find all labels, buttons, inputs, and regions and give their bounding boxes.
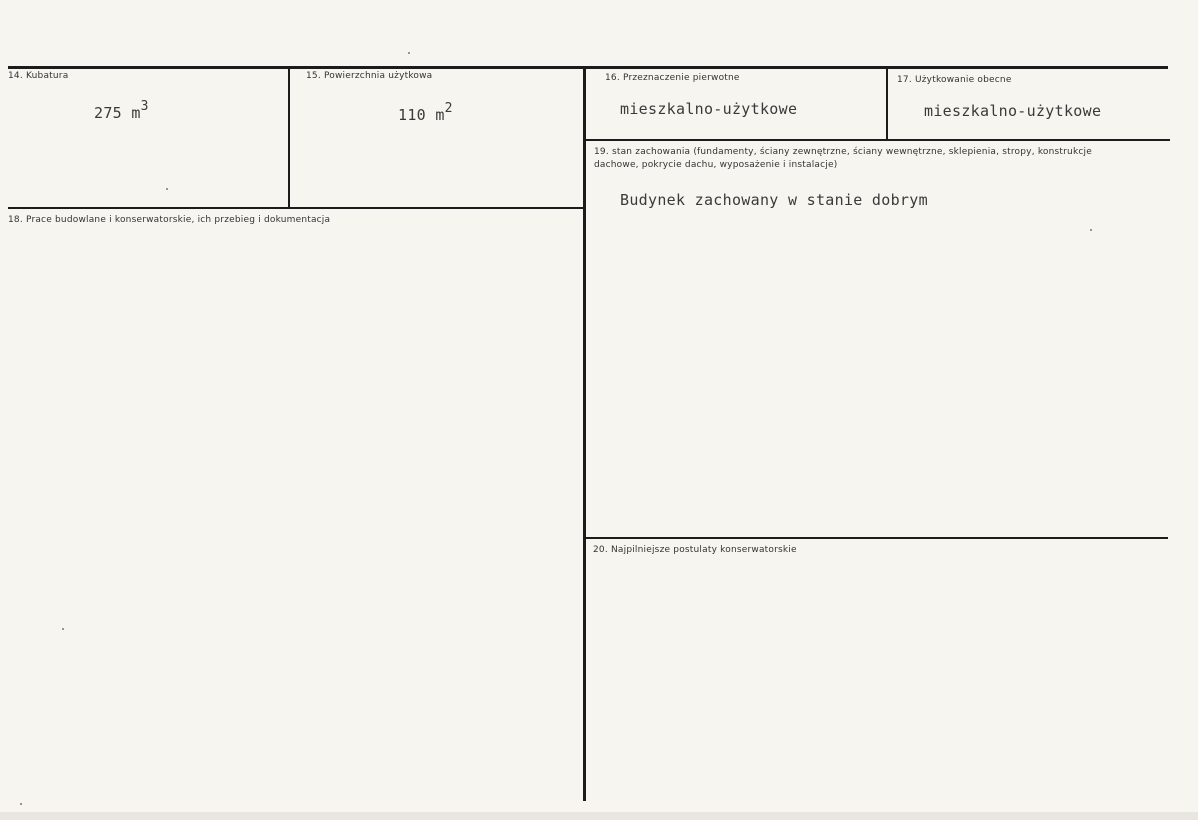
divider-15-16 <box>583 68 586 801</box>
field-17-label: 17. Użytkowanie obecne <box>897 75 1012 85</box>
top-rule <box>8 66 1168 69</box>
rule-under-14-15 <box>8 207 585 209</box>
kubatura-unit-exponent: 3 <box>140 99 149 114</box>
field-15-value <box>398 101 453 124</box>
powierzchnia-value: 110 m <box>398 106 445 124</box>
field-19-value: Budynek zachowany w stanie dobrym <box>620 191 928 209</box>
field-14-label: 14. Kubatura <box>8 71 69 81</box>
divider-16-17 <box>886 68 888 140</box>
field-15-label: 15. Powierzchnia użytkowa <box>306 71 433 81</box>
paper-speck <box>20 803 22 805</box>
paper-bottom-edge <box>0 812 1198 820</box>
field-19-label: 19. stan zachowania (fundamenty, ściany zewnętrzne, ściany wewnętrzne, sklepienia, stropy, konstrukcje dachowe, pokrycie dachu, wyposażenie i instalacje) <box>594 147 1092 170</box>
field-16-label: 16. Przeznaczenie pierwotne <box>605 73 740 83</box>
paper-speck <box>408 52 410 54</box>
kubatura-value: 275 m <box>94 104 141 122</box>
field-18-label: 18. Prace budowlane i konserwatorskie, ich przebieg i dokumentacja <box>8 215 331 225</box>
field-17-value: mieszkalno-użytkowe <box>924 102 1102 120</box>
rule-under-16-17 <box>584 139 1170 141</box>
field-14-value <box>94 99 149 122</box>
paper-speck <box>1090 229 1092 231</box>
field-16-value: mieszkalno-użytkowe <box>620 100 798 118</box>
powierzchnia-unit-exponent: 2 <box>444 101 453 116</box>
paper-speck <box>62 628 64 630</box>
divider-14-15 <box>288 68 290 209</box>
rule-above-20 <box>584 537 1168 539</box>
paper-speck <box>166 188 168 190</box>
field-20-label: 20. Najpilniejsze postulaty konserwatorskie <box>593 545 797 555</box>
